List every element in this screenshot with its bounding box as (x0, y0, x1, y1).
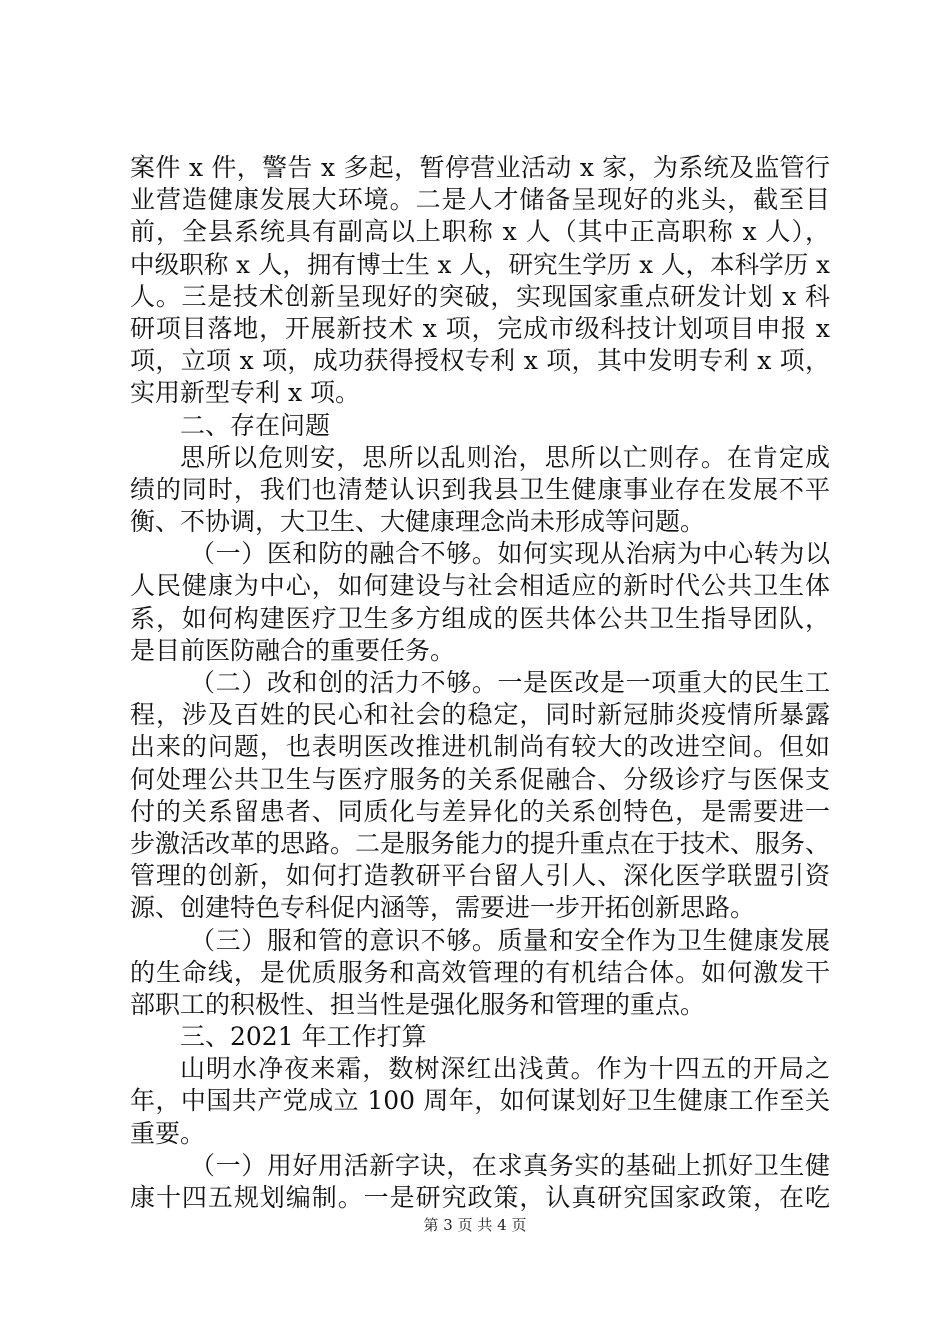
text-line: 出来的问题，也表明医改推进机制尚有较大的改进空间。但如 (130, 732, 830, 762)
text-line: 程，涉及百姓的民心和社会的稳定，同时新冠肺炎疫情所暴露 (130, 700, 830, 730)
text-line: 部职工的积极性、担当性是强化服务和管理的重点。 (130, 989, 706, 1019)
text-line: 何处理公共卫生与医疗服务的关系促融合、分级诊疗与医保支 (130, 764, 830, 794)
page-footer: 第 3 页 共 4 页 (423, 1216, 527, 1234)
text-line: 步激活改革的思路。二是服务能力的提升重点在于技术、服务、 (130, 828, 831, 858)
text-line: （二）改和创的活力不够。一是医改是一项重大的民生工 (190, 668, 830, 697)
text-line: 衡、不协调，大卫生、大健康理念尚未形成等问题。 (130, 507, 706, 537)
text-line: 二、存在问题 (180, 410, 331, 440)
text-line: （三）服和管的意识不够。质量和安全作为卫生健康发展 (190, 925, 830, 955)
text-line: 前，全县系统具有副高以上职称 x 人（其中正高职称 x 人）， (130, 217, 830, 247)
text-line: 系，如何构建医疗卫生多方组成的医共体公共卫生指导团队， (130, 603, 830, 633)
text-line: 的生命线，是优质服务和高效管理的有机结合体。如何激发干 (130, 957, 830, 987)
text-line: 是目前医防融合的重要任务。 (130, 635, 456, 665)
text-line: 研项目落地，开展新技术 x 项，完成市级科技计划项目申报 x (130, 313, 830, 343)
text-line: （一）医和防的融合不够。如何实现从治病为中心转为以 (190, 539, 830, 569)
text-line: 实用新型专利 x 项。 (130, 378, 360, 408)
text-line: 管理的创新，如何打造教研平台留人引人、深化医学联盟引资 (130, 861, 830, 891)
text-line: 付的关系留患者、同质化与差异化的关系创特色，是需要进一 (130, 796, 830, 826)
text-line: 人民健康为中心，如何建设与社会相适应的新时代公共卫生体 (130, 571, 830, 601)
text-line: 源、创建特色专科促内涵等，需要进一步开拓创新思路。 (130, 893, 756, 923)
text-line: 重要。 (130, 1118, 206, 1148)
text-line: 人。三是技术创新呈现好的突破，实现国家重点研发计划 x 科 (130, 281, 830, 311)
text-line: 业营造健康发展大环境。二是人才储备呈现好的兆头，截至目 (130, 185, 830, 215)
text-line: 中级职称 x 人，拥有博士生 x 人，研究生学历 x 人，本科学历 x (130, 249, 830, 279)
text-line: 康十四五规划编制。一是研究政策，认真研究国家政策，在吃 (130, 1183, 830, 1212)
text-line: 绩的同时，我们也清楚认识到我县卫生健康事业存在发展不平 (130, 474, 830, 504)
text-line: 三、2021 年工作打算 (180, 1022, 427, 1052)
text-line: 案件 x 件，警告 x 多起，暂停营业活动 x 家，为系统及监管行 (130, 153, 830, 182)
text-line: 山明水净夜来霜，数树深红出浅黄。作为十四五的开局之 (180, 1054, 830, 1084)
text-line: 年，中国共产党成立 100 周年，如何谋划好卫生健康工作至关 (130, 1086, 830, 1116)
text-line: （一）用好用活新字诀，在求真务实的基础上抓好卫生健 (190, 1150, 830, 1180)
text-line: 项，立项 x 项，成功获得授权专利 x 项，其中发明专利 x 项， (130, 346, 830, 376)
document-body (130, 152, 830, 1214)
text-line: 思所以危则安，思所以乱则治，思所以亡则存。在肯定成 (180, 442, 830, 472)
